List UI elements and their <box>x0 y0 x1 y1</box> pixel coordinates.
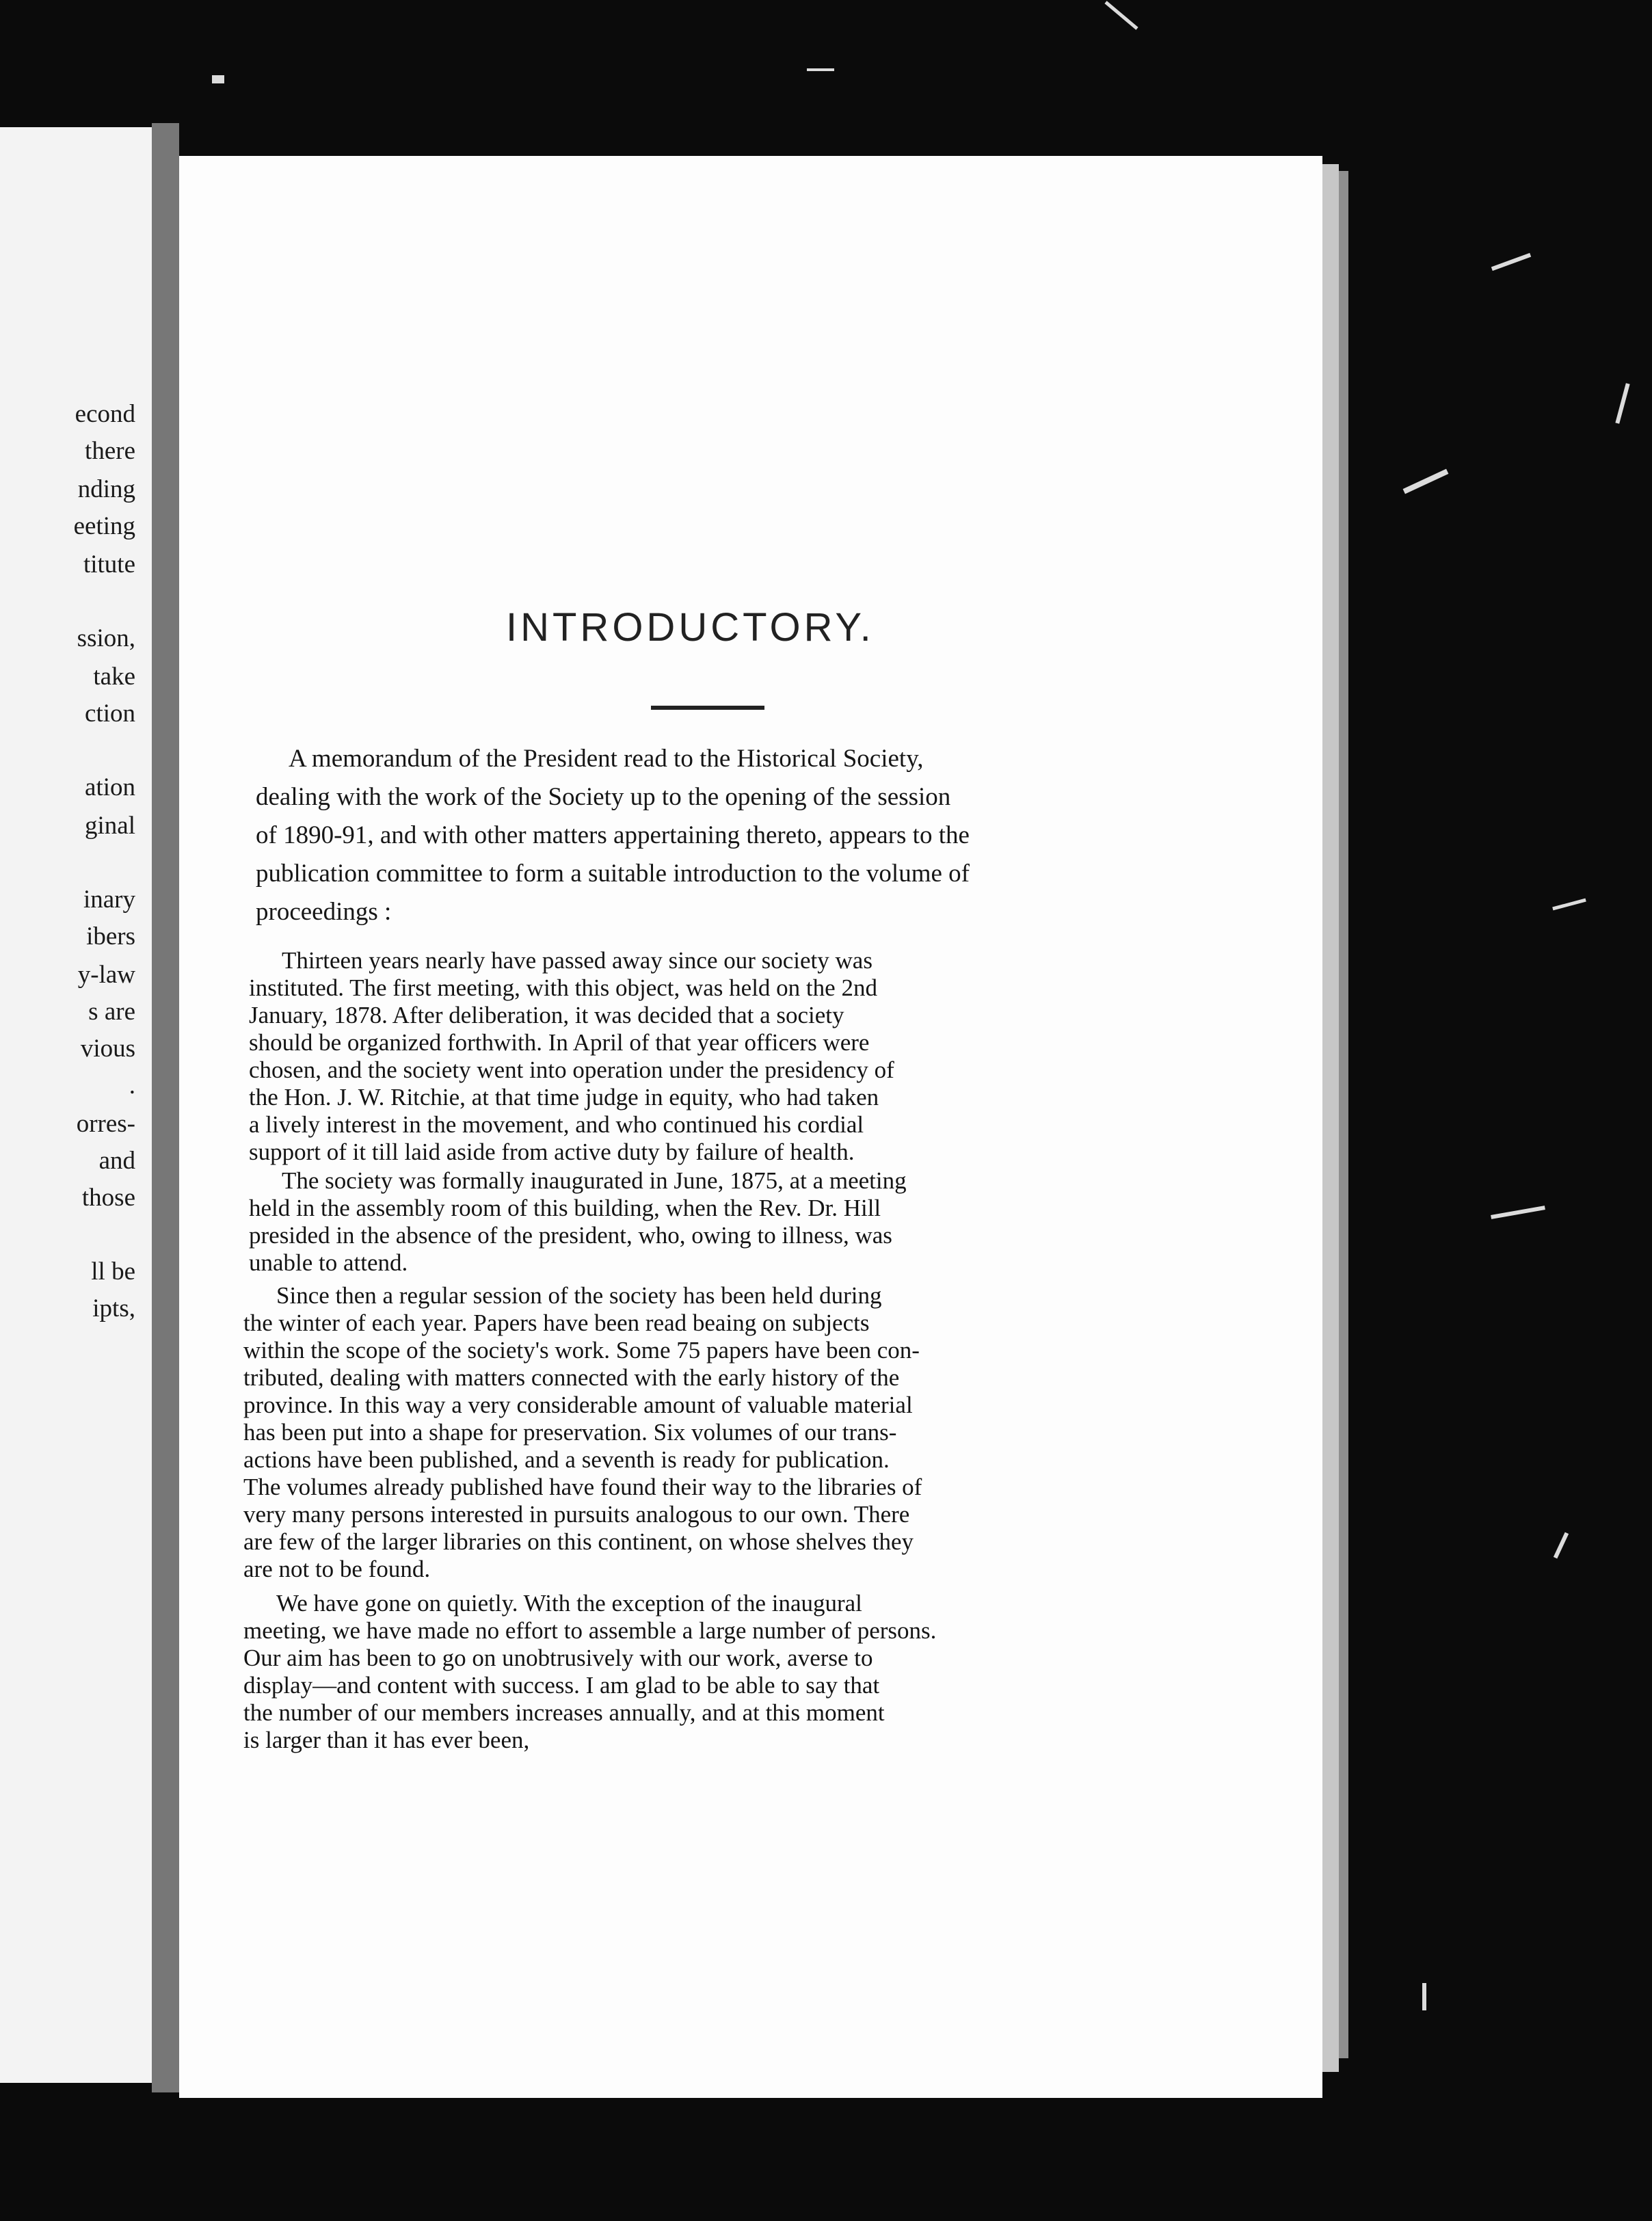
left-page-line: ll be <box>91 1258 135 1286</box>
memo-line: publication committee to form a suitable introduction to the volume of <box>256 860 970 888</box>
body-line: presided in the absence of the president, who, owing to illness, was <box>249 1222 892 1249</box>
memo-line: of 1890-91, and with other matters appertaining thereto, appears to the <box>256 821 970 849</box>
body-line: are few of the larger libraries on this continent, on whose shelves they <box>243 1528 914 1555</box>
left-page-line: there <box>85 437 135 465</box>
left-page-line: take <box>93 663 135 691</box>
page-edge-shadow <box>1339 171 1348 2058</box>
dust-speck <box>1104 1 1138 29</box>
right-page <box>179 156 1322 2098</box>
body-line: very many persons interested in pursuits analogous to our own. There <box>243 1501 910 1528</box>
body-line: support of it till laid aside from active duty by failure of health. <box>249 1139 855 1165</box>
body-line: instituted. The first meeting, with this object, was held on the 2nd <box>249 974 877 1001</box>
dust-speck <box>1422 1983 1426 2010</box>
memo-line: proceedings : <box>256 898 392 926</box>
body-line: the number of our members increases annually, and at this moment <box>243 1699 885 1726</box>
left-page-line: econd <box>75 400 135 428</box>
dust-speck <box>1403 469 1449 494</box>
body-line: province. In this way a very considerable amount of valuable material <box>243 1392 913 1418</box>
left-page-line: ssion, <box>77 624 135 652</box>
dust-speck <box>1491 253 1531 271</box>
title-rule <box>651 706 764 710</box>
left-page-line: orres- <box>76 1110 135 1138</box>
left-page-line: ipts, <box>92 1294 135 1322</box>
left-page-line: ginal <box>85 812 135 840</box>
left-page-line: ibers <box>86 922 135 950</box>
body-line: We have gone on quietly. With the exception of the inaugural <box>276 1590 862 1617</box>
body-line: the Hon. J. W. Ritchie, at that time judge in equity, who had taken <box>249 1084 879 1110</box>
body-line: Since then a regular session of the society has been held during <box>276 1282 882 1309</box>
body-line: within the scope of the society's work. Some 75 papers have been con- <box>243 1337 920 1364</box>
dust-speck <box>1491 1206 1545 1219</box>
body-line: actions have been published, and a seventh is ready for publication. <box>243 1446 890 1473</box>
left-page <box>0 127 152 2083</box>
body-line: has been put into a shape for preservation. Six volumes of our trans- <box>243 1419 897 1446</box>
body-line: chosen, and the society went into operation under the presidency of <box>249 1056 894 1083</box>
body-line: meeting, we have made no effort to assemble a large number of persons. <box>243 1617 937 1644</box>
left-page-line: ction <box>85 700 135 728</box>
left-page-line: ation <box>85 773 135 801</box>
body-line: tributed, dealing with matters connected with the early history of the <box>243 1364 900 1391</box>
body-line: January, 1878. After deliberation, it was decided that a society <box>249 1002 844 1028</box>
memo-line: dealing with the work of the Society up to the opening of the session <box>256 783 951 811</box>
dust-speck <box>212 75 224 83</box>
page-edge <box>1322 164 1339 2072</box>
left-page-line: vious <box>80 1035 135 1063</box>
left-page-line: nding <box>77 475 135 503</box>
memo-line: A memorandum of the President read to the Historical Society, <box>289 745 924 773</box>
dust-speck <box>807 68 834 71</box>
body-line: The volumes already published have found their way to the libraries of <box>243 1474 922 1500</box>
body-line: are not to be found. <box>243 1556 431 1582</box>
left-page-line: those <box>81 1184 135 1212</box>
book-gutter <box>152 123 179 2092</box>
left-page-line: y-law <box>77 961 135 989</box>
left-page-line: eeting <box>73 512 135 540</box>
body-line: unable to attend. <box>249 1249 408 1276</box>
page-title: INTRODUCTORY. <box>506 605 875 650</box>
body-line: Thirteen years nearly have passed away since our society was <box>282 947 872 974</box>
left-page-line: inary <box>83 886 135 914</box>
dust-speck <box>1615 383 1629 424</box>
body-line: The society was formally inaugurated in June, 1875, at a meeting <box>282 1167 907 1194</box>
dust-speck <box>1554 1532 1569 1559</box>
body-line: the winter of each year. Papers have been read beaing on subjects <box>243 1309 870 1336</box>
left-page-line: and <box>98 1147 135 1175</box>
left-page-line: s are <box>88 998 135 1026</box>
body-line: held in the assembly room of this building, when the Rev. Dr. Hill <box>249 1195 881 1221</box>
dust-speck <box>1552 899 1586 911</box>
body-line: is larger than it has ever been, <box>243 1727 530 1753</box>
left-page-line: titute <box>83 550 135 578</box>
body-line: should be organized forthwith. In April of that year officers were <box>249 1029 870 1056</box>
body-line: a lively interest in the movement, and who continued his cordial <box>249 1111 864 1138</box>
left-page-line: . <box>129 1072 135 1100</box>
body-line: display—and content with success. I am glad to be able to say that <box>243 1672 880 1699</box>
body-line: Our aim has been to go on unobtrusively with our work, averse to <box>243 1645 873 1671</box>
